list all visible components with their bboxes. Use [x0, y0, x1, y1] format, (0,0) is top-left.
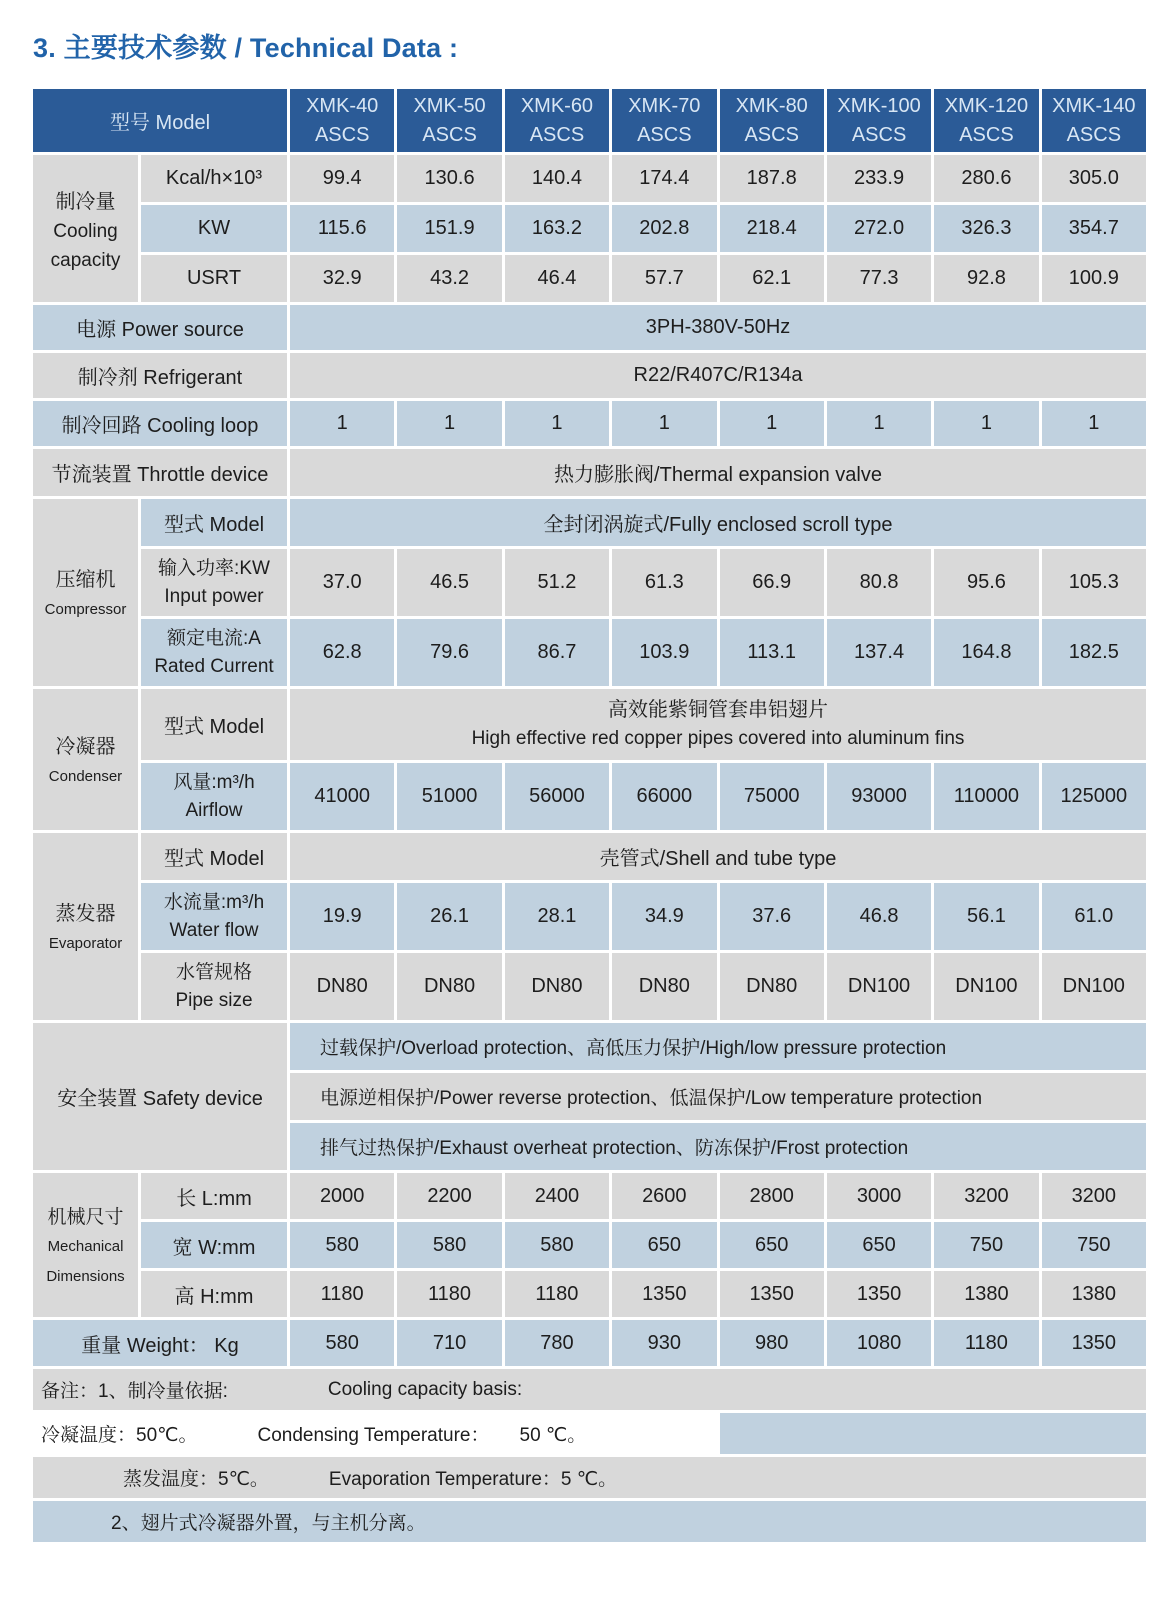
- model-series: ASCS: [959, 123, 1014, 146]
- value-cell: 1180: [290, 1271, 394, 1317]
- safety-row-2: [290, 1073, 1146, 1120]
- value-cell: 110000: [934, 763, 1038, 830]
- row-label-kcal: Kcal/h×10³: [141, 155, 287, 202]
- note-cn: 冷凝温度：50℃。: [41, 1425, 198, 1446]
- value-cell: DN100: [1042, 953, 1146, 1020]
- value-cell: 28.1: [505, 883, 609, 950]
- value-cell: 103.9: [612, 619, 716, 686]
- value-cell: DN80: [612, 953, 716, 1020]
- value-cell: 980: [720, 1320, 824, 1366]
- note-filler-cell: [720, 1413, 1146, 1454]
- model-series: ASCS: [637, 123, 692, 146]
- value-cell: 34.9: [612, 883, 716, 950]
- note-cn: 蒸发温度：5℃。: [123, 1469, 269, 1490]
- value-cell: 46.8: [827, 883, 931, 950]
- value-cell: 75000: [720, 763, 824, 830]
- value-cell: 105.3: [1042, 549, 1146, 616]
- label-cn: 输入功率:KW: [158, 557, 270, 579]
- row-label-width: 宽 W:mm: [141, 1222, 287, 1268]
- safety-text: 过载保护/Overload protection、高低压力保护/High/low pressure protection: [290, 1023, 1146, 1070]
- model-series: ASCS: [744, 123, 799, 146]
- value-cell: 26.1: [397, 883, 501, 950]
- column-header-xmk100: [827, 89, 931, 152]
- row-label-pipe-size: [141, 953, 287, 1020]
- column-header-xmk120: [934, 89, 1038, 152]
- model-series: ASCS: [422, 123, 477, 146]
- value-cell: 125000: [1042, 763, 1146, 830]
- value-cell: 182.5: [1042, 619, 1146, 686]
- value-cell: DN80: [505, 953, 609, 1020]
- value-cell: 2400: [505, 1173, 609, 1219]
- value-cell: 2000: [290, 1173, 394, 1219]
- label-cn: 额定电流:A: [167, 627, 261, 649]
- value-cell: 80.8: [827, 549, 931, 616]
- row-cooling-loop: [33, 401, 1146, 446]
- value-cell: 86.7: [505, 619, 609, 686]
- value-cell: 57.7: [612, 255, 716, 302]
- value-cell: 1350: [827, 1271, 931, 1317]
- row-height: [141, 1271, 1146, 1317]
- column-header-xmk70: [612, 89, 716, 152]
- note-text: [33, 1369, 1146, 1410]
- safety-text: 电源逆相保护/Power reverse protection、低温保护/Low temperature protection: [290, 1073, 1146, 1120]
- value-cell: 46.4: [505, 255, 609, 302]
- value-cell: DN80: [397, 953, 501, 1020]
- group-label-en: Compressor: [44, 601, 127, 619]
- safety-row-1: [290, 1023, 1146, 1070]
- cooling-capacity-rows: [141, 155, 1146, 302]
- row-label-length: 长 L:mm: [141, 1173, 287, 1219]
- row-evaporator-model: [141, 833, 1146, 880]
- row-water-flow: [141, 883, 1146, 950]
- value-cell: 164.8: [934, 619, 1038, 686]
- value-cell: 99.4: [290, 155, 394, 202]
- value-cell: 95.6: [934, 549, 1038, 616]
- row-label-compressor-model: 型式 Model: [141, 499, 287, 546]
- value-cell: 92.8: [934, 255, 1038, 302]
- row-refrigerant: [33, 353, 1146, 398]
- model-name: XMK-40: [306, 94, 379, 117]
- column-header-xmk50: [397, 89, 501, 152]
- label-cn: 水流量:m³/h: [163, 891, 265, 913]
- value-cell: 1180: [397, 1271, 501, 1317]
- value-cell: 580: [290, 1222, 394, 1268]
- value-cell: 1: [1042, 401, 1146, 446]
- value-cell: 1350: [1042, 1320, 1146, 1366]
- value-cell: 1180: [505, 1271, 609, 1317]
- value-cell: 1: [290, 401, 394, 446]
- model-name: XMK-140: [1052, 94, 1136, 117]
- value-cell: 650: [827, 1222, 931, 1268]
- compressor-model-value: 全封闭涡旋式/Fully enclosed scroll type: [290, 499, 1146, 546]
- model-name: XMK-80: [735, 94, 808, 117]
- row-label-weight: 重量 Weight： Kg: [33, 1320, 287, 1366]
- value-cell: 930: [612, 1320, 716, 1366]
- value-cell: DN100: [827, 953, 931, 1020]
- row-input-power: [141, 549, 1146, 616]
- value-cell: DN80: [720, 953, 824, 1020]
- note-text: 2、翅片式冷凝器外置，与主机分离。: [33, 1501, 1146, 1542]
- technical-data-table: [33, 89, 1146, 1542]
- value-cell: 780: [505, 1320, 609, 1366]
- label-en: Water flow: [169, 919, 259, 941]
- group-cell-safety: 安全装置 Safety device: [33, 1023, 287, 1170]
- value-cell: 187.8: [720, 155, 824, 202]
- group-cell-cooling-capacity: [33, 155, 138, 302]
- group-label-en: capacity: [50, 250, 121, 271]
- value-cell: 2600: [612, 1173, 716, 1219]
- label-en: Pipe size: [175, 989, 253, 1011]
- label-en: Input power: [164, 585, 264, 607]
- model-series: ASCS: [1066, 123, 1122, 146]
- value-cell: 580: [290, 1320, 394, 1366]
- row-label-usrt: USRT: [141, 255, 287, 302]
- row-label-height: 高 H:mm: [141, 1271, 287, 1317]
- safety-row-3: [290, 1123, 1146, 1170]
- value-cell: 580: [397, 1222, 501, 1268]
- condenser-band: [33, 689, 1146, 830]
- safety-text: 排气过热保护/Exhaust overheat protection、防冻保护/Frost protection: [290, 1123, 1146, 1170]
- row-usrt: [141, 255, 1146, 302]
- row-label-input-power: [141, 549, 287, 616]
- safety-band: [33, 1023, 1146, 1170]
- value-cell: 1380: [1042, 1271, 1146, 1317]
- value-cell: 1: [720, 401, 824, 446]
- value-cell: 750: [1042, 1222, 1146, 1268]
- note-value: 50 ℃。: [519, 1425, 587, 1446]
- label-en: Airflow: [185, 799, 243, 821]
- value-cell: 66.9: [720, 549, 824, 616]
- value-cell: 93000: [827, 763, 931, 830]
- column-header-xmk40: [290, 89, 394, 152]
- value-cell: 1380: [934, 1271, 1038, 1317]
- value-cell: 163.2: [505, 205, 609, 252]
- value-cell: 2200: [397, 1173, 501, 1219]
- note-row-3: [33, 1457, 1146, 1498]
- group-label-cn: 冷凝器: [55, 736, 116, 759]
- dimension-rows: [141, 1173, 1146, 1317]
- group-cell-evaporator: [33, 833, 138, 1020]
- table-header-row: [33, 89, 1146, 152]
- note-en: Condensing Temperature：: [257, 1425, 490, 1446]
- value-cell: 3000: [827, 1173, 931, 1219]
- value-cell: 130.6: [397, 155, 501, 202]
- value-cell: 1: [505, 401, 609, 446]
- model-name: XMK-100: [837, 94, 921, 117]
- value-cell: 41000: [290, 763, 394, 830]
- row-label-refrigerant: 制冷剂 Refrigerant: [33, 353, 287, 398]
- row-label-power-source: 电源 Power source: [33, 305, 287, 350]
- group-cell-dimensions: [33, 1173, 138, 1317]
- value-cell: 56000: [505, 763, 609, 830]
- value-cell: 218.4: [720, 205, 824, 252]
- compressor-band: [33, 499, 1146, 686]
- row-weight: [33, 1320, 1146, 1366]
- value-cell: 305.0: [1042, 155, 1146, 202]
- column-header-xmk140: [1042, 89, 1146, 152]
- compressor-rows: [141, 499, 1146, 686]
- note-text: [33, 1413, 717, 1454]
- condenser-rows: [141, 689, 1146, 830]
- row-throttle-device: [33, 449, 1146, 496]
- value-cell: 280.6: [934, 155, 1038, 202]
- condenser-model-cn: 高效能紫铜管套串铝翅片: [608, 699, 828, 722]
- row-compressor-model: [141, 499, 1146, 546]
- value-cell: 3200: [1042, 1173, 1146, 1219]
- label-cn: 风量:m³/h: [173, 771, 255, 793]
- group-label-en: Mechanical: [47, 1238, 124, 1255]
- value-cell: 100.9: [1042, 255, 1146, 302]
- note-row-1: [33, 1369, 1146, 1410]
- model-name: XMK-50: [413, 94, 486, 117]
- value-cell: 174.4: [612, 155, 716, 202]
- value-cell: 202.8: [612, 205, 716, 252]
- value-cell: 233.9: [827, 155, 931, 202]
- note-row-2: [33, 1413, 1146, 1454]
- power-source-value: 3PH-380V-50Hz: [290, 305, 1146, 350]
- model-series: ASCS: [314, 123, 370, 146]
- value-cell: 51.2: [505, 549, 609, 616]
- value-cell: 1350: [612, 1271, 716, 1317]
- value-cell: 1: [397, 401, 501, 446]
- row-label-kw: KW: [141, 205, 287, 252]
- value-cell: 115.6: [290, 205, 394, 252]
- note-cn: 备注：1、制冷量依据:: [41, 1381, 228, 1402]
- group-cell-compressor: [33, 499, 138, 686]
- value-cell: 1180: [934, 1320, 1038, 1366]
- model-name: XMK-120: [944, 94, 1029, 117]
- note-en: Evaporation Temperature：5 ℃。: [328, 1469, 618, 1490]
- condenser-model-value: [290, 689, 1146, 760]
- evaporator-band: [33, 833, 1146, 1020]
- row-pipe-size: [141, 953, 1146, 1020]
- value-cell: 1: [827, 401, 931, 446]
- value-cell: 56.1: [934, 883, 1038, 950]
- value-cell: 580: [505, 1222, 609, 1268]
- group-label-cn: 制冷量: [55, 191, 116, 213]
- value-cell: 650: [720, 1222, 824, 1268]
- row-airflow: [141, 763, 1146, 830]
- throttle-value: 热力膨胀阀/Thermal expansion valve: [290, 449, 1146, 496]
- value-cell: 1080: [827, 1320, 931, 1366]
- refrigerant-value: R22/R407C/R134a: [290, 353, 1146, 398]
- value-cell: 1: [934, 401, 1038, 446]
- row-width: [141, 1222, 1146, 1268]
- value-cell: 32.9: [290, 255, 394, 302]
- label-cn: 水管规格: [175, 961, 252, 983]
- value-cell: 61.3: [612, 549, 716, 616]
- value-cell: 326.3: [934, 205, 1038, 252]
- group-label-en: Evaporator: [48, 935, 123, 953]
- value-cell: 61.0: [1042, 883, 1146, 950]
- value-cell: 272.0: [827, 205, 931, 252]
- model-series: ASCS: [529, 123, 585, 146]
- group-cell-condenser: [33, 689, 138, 830]
- value-cell: 2800: [720, 1173, 824, 1219]
- evaporator-model-value: 壳管式/Shell and tube type: [290, 833, 1146, 880]
- value-cell: 51000: [397, 763, 501, 830]
- value-cell: 1350: [720, 1271, 824, 1317]
- evaporator-rows: [141, 833, 1146, 1020]
- row-kw: [141, 205, 1146, 252]
- value-cell: 79.6: [397, 619, 501, 686]
- row-kcal: [141, 155, 1146, 202]
- dimensions-band: [33, 1173, 1146, 1317]
- model-name: XMK-60: [520, 94, 594, 117]
- value-cell: 37.0: [290, 549, 394, 616]
- value-cell: 66000: [612, 763, 716, 830]
- value-cell: DN100: [934, 953, 1038, 1020]
- note-en: Cooling capacity basis:: [327, 1378, 523, 1400]
- group-label-cn: 蒸发器: [55, 903, 116, 926]
- condenser-model-en: High effective red copper pipes covered into aluminum fins: [471, 728, 965, 750]
- group-label-en: Condenser: [48, 768, 123, 786]
- model-name: XMK-70: [628, 94, 701, 117]
- row-label-cooling-loop: 制冷回路 Cooling loop: [33, 401, 287, 446]
- value-cell: 62.8: [290, 619, 394, 686]
- column-header-xmk60: [505, 89, 609, 152]
- cooling-capacity-band: [33, 155, 1146, 302]
- column-header-xmk80: [720, 89, 824, 152]
- row-rated-current: [141, 619, 1146, 686]
- safety-rows: [290, 1023, 1146, 1170]
- value-cell: 19.9: [290, 883, 394, 950]
- model-header-cell: 型号 Model: [33, 89, 287, 152]
- model-series: ASCS: [851, 123, 907, 146]
- value-cell: 3200: [934, 1173, 1038, 1219]
- value-cell: 137.4: [827, 619, 931, 686]
- group-label-cn: 机械尺寸: [47, 1207, 124, 1228]
- value-cell: 151.9: [397, 205, 501, 252]
- value-cell: 354.7: [1042, 205, 1146, 252]
- row-label-rated-current: [141, 619, 287, 686]
- value-cell: 43.2: [397, 255, 501, 302]
- value-cell: 62.1: [720, 255, 824, 302]
- value-cell: 650: [612, 1222, 716, 1268]
- value-cell: 140.4: [505, 155, 609, 202]
- value-cell: 1: [612, 401, 716, 446]
- value-cell: 37.6: [720, 883, 824, 950]
- note-text: [33, 1457, 1146, 1498]
- group-label-en: Cooling: [53, 221, 118, 242]
- value-cell: 46.5: [397, 549, 501, 616]
- row-label-water-flow: [141, 883, 287, 950]
- row-label-evaporator-model: 型式 Model: [141, 833, 287, 880]
- value-cell: 750: [934, 1222, 1038, 1268]
- row-label-throttle: 节流装置 Throttle device: [33, 449, 287, 496]
- group-label-cn: 压缩机: [55, 569, 116, 592]
- value-cell: DN80: [290, 953, 394, 1020]
- value-cell: 113.1: [720, 619, 824, 686]
- note-row-4: [33, 1501, 1146, 1542]
- value-cell: 77.3: [827, 255, 931, 302]
- label-en: Rated Current: [154, 655, 274, 677]
- row-length: [141, 1173, 1146, 1219]
- row-condenser-model: [141, 689, 1146, 760]
- value-cell: 710: [397, 1320, 501, 1366]
- row-power-source: [33, 305, 1146, 350]
- page-title: 3. 主要技术参数 / Technical Data :: [33, 33, 459, 63]
- group-label-en: Dimensions: [46, 1267, 125, 1285]
- row-label-airflow: [141, 763, 287, 830]
- row-label-condenser-model: 型式 Model: [141, 689, 287, 760]
